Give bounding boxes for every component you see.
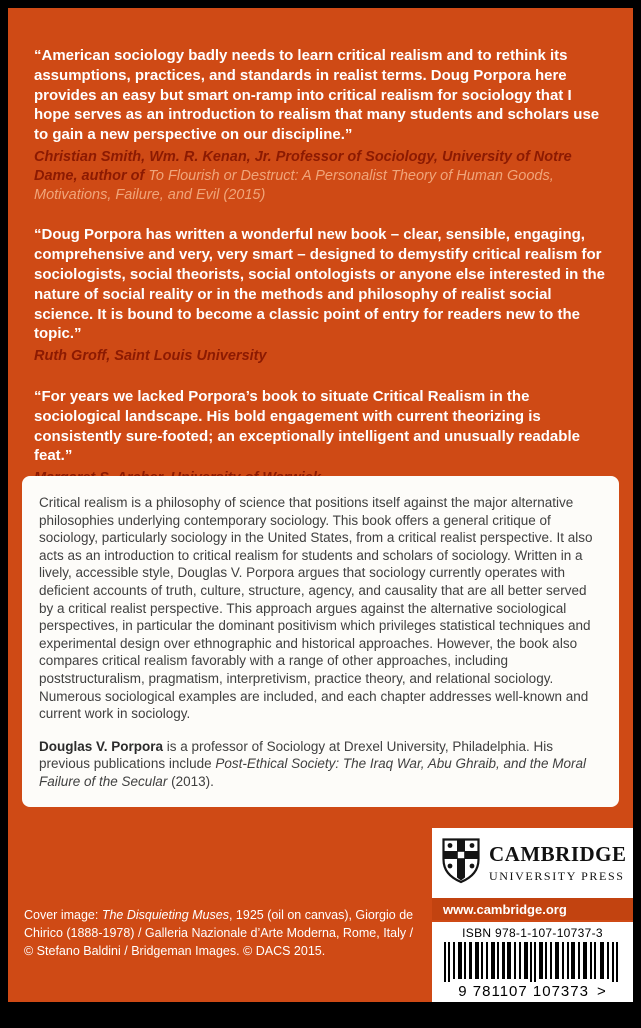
credit-prefix: Cover image:	[24, 908, 102, 922]
publisher-url: www.cambridge.org	[432, 898, 633, 920]
barcode-arrow: >	[596, 983, 607, 1000]
author-bio	[39, 738, 602, 791]
author-previous-work: Post-Ethical Society: The Iraq War, Abu Ghraib, and the Moral Failure of the Secular	[39, 756, 587, 789]
cambridge-logo-box	[432, 828, 633, 898]
barcode	[432, 942, 633, 982]
book-back-cover	[8, 8, 633, 1002]
book-description-panel	[22, 476, 619, 807]
cover-image-credit	[24, 906, 414, 960]
author-bio-year: (2013).	[167, 773, 214, 789]
publisher-name-line2: UNIVERSITY PRESS	[489, 869, 625, 883]
quote-text: “For years we lacked Porpora’s book to situate Critical Realism in the sociological landscape. His bold engagement with current theorizing is consistently sure-footed; an exceptionally intelligent and unusually readable feat.”	[34, 387, 580, 465]
endorsement-quote-3	[34, 387, 607, 488]
credit-details: , 1925 (oil on canvas), Giorgio de Chirico (1888-1978) / Galleria Nazionale d’Arte Moderna, Rome, Italy / © Stefano Baldini / Bridgeman Images. © DACS 2015.	[24, 908, 414, 958]
author-name: Douglas V. Porpora	[39, 738, 164, 754]
isbn-number: ISBN 978-1-107-10737-3	[462, 926, 603, 940]
quote-text: “American sociology badly needs to learn critical realism and to rethink its assumptions, practices, and standards in realist terms. Doug Porpora here provides an easy but smart on-ramp into critical realism for sociology that I hope serves as an introduction to realism that many students and scholars use to gain a new perspective on our discipline.”	[34, 47, 600, 144]
publisher-column	[432, 828, 633, 920]
barcode-digits-row	[432, 983, 633, 1000]
attribution-work-title: To Flourish or Destruct: A Personalist Theory of Human Goods, Motivations, Failure, and Evil (2015)	[34, 167, 554, 203]
isbn-barcode-box	[432, 922, 633, 1002]
author-bio-text: is a professor of Sociology at Drexel University, Philadelphia. His previous publications include	[39, 738, 553, 772]
endorsement-quote-1	[34, 46, 607, 204]
cambridge-shield-icon	[442, 838, 480, 889]
quote-attribution	[34, 148, 607, 204]
publisher-wordmark	[489, 842, 627, 884]
quote-text: “Doug Porpora has written a wonderful new book – clear, sensible, engaging, comprehensive and very, very smart – designed to demystify critical realism for sociologists, social theorists, social ontologists or anyone else interested in the nature of social reality or in the methods and philosophy of realist social science. It is bound to become a classic point of entry for readers new to the topic.”	[34, 226, 605, 343]
quote-attribution	[34, 347, 607, 366]
barcode-digits: 9 781107 107373	[458, 983, 589, 1000]
publisher-name-line1: CAMBRIDGE	[489, 842, 627, 866]
attribution-name: Ruth Groff, Saint Louis University	[34, 348, 267, 365]
endorsement-quote-2	[34, 225, 607, 366]
attribution-name: Christian Smith, Wm. R. Kenan, Jr. Professor of Sociology, University of Notre Dame, author of	[34, 148, 572, 184]
endorsements-section	[8, 8, 633, 488]
book-description: Critical realism is a philosophy of science that positions itself against the major alternative philosophies underlying contemporary sociology. This book offers a general critique of sociology, particularly sociology in the United States, from a critical realist perspective. It also acts as an introduction to critical realism for students and scholars of sociology. Written in a lively, accessible style, Douglas V. Porpora argues that sociology currently operates with deficient accounts of truth, culture, structure, agency, and causality that are all better served by a critical realist perspective. This approach argues against the alternative sociological perspectives, in particular the dominant positivism which privileges statistical techniques and experimental design over ethnographic and historical approaches. However, the book also compares critical realism favorably with a range of other approaches, including poststructuralism, pragmatism, interpretivism, practice theory, and relational sociology. Numerous sociological examples are included, and each chapter addresses well-known and current work in sociology.	[39, 495, 593, 722]
cover-art-title: The Disquieting Muses	[101, 908, 229, 922]
